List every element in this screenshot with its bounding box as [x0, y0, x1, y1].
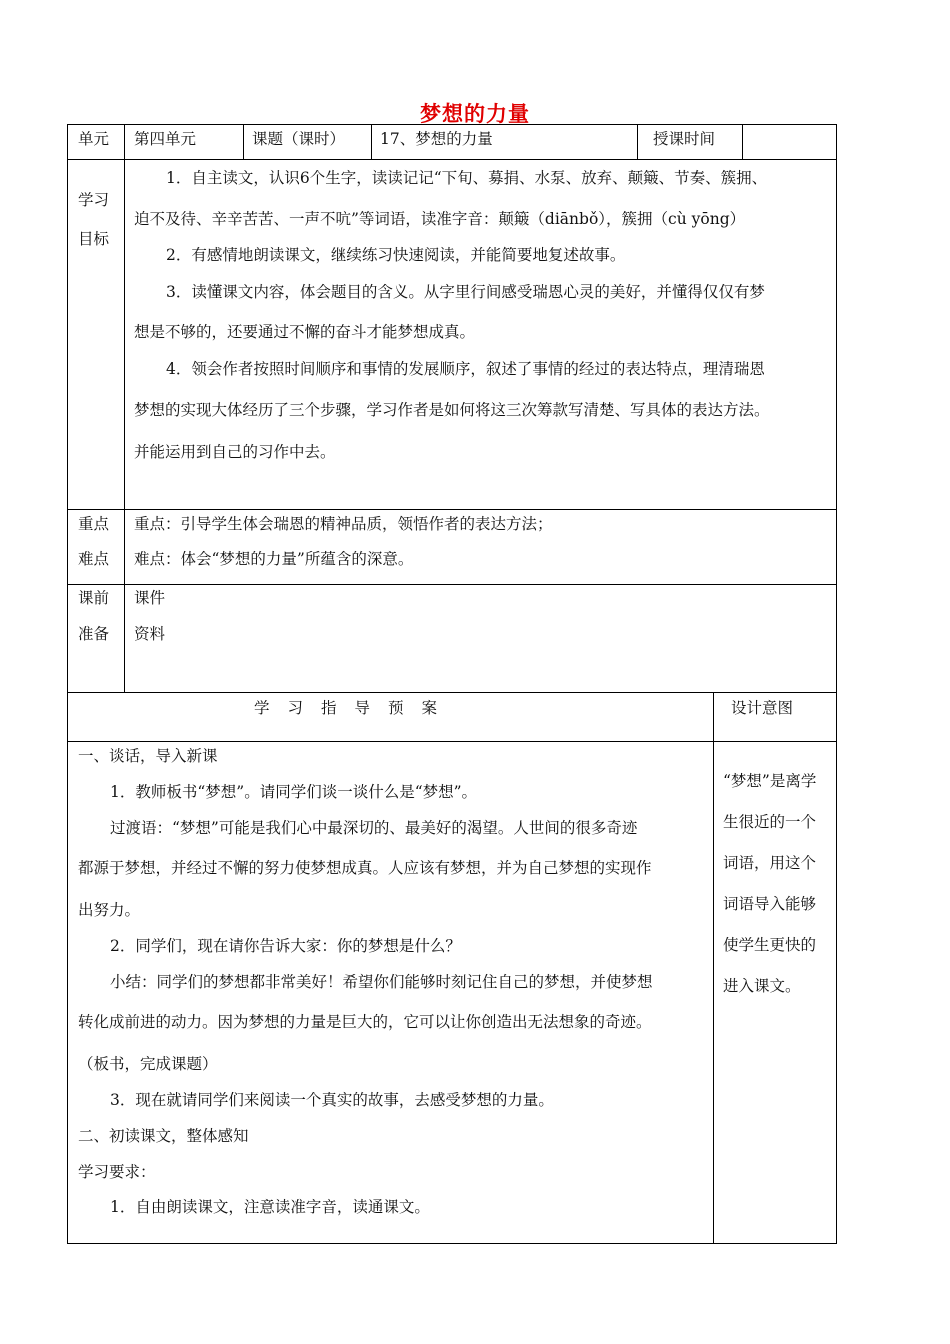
guide-line: 转化成前进的动力。因为梦想的力量是巨大的，它可以让你创造出无法想象的奇迹。 [78, 1013, 652, 1031]
design-intent-heading: 设计意图 [731, 699, 794, 717]
row-divider [67, 509, 837, 510]
column-divider [371, 124, 372, 159]
unit-label: 单元 [78, 130, 110, 148]
guide-heading: 学习指导预案 [254, 699, 456, 717]
guide-line: 1．自由朗读课文，注意读准字音，读通课文。 [110, 1198, 430, 1216]
guide-line: 3．现在就请同学们来阅读一个真实的故事，去感受梦想的力量。 [110, 1091, 554, 1109]
column-divider [742, 124, 743, 159]
guide-line: 都源于梦想，并经过不懈的努力使梦想成真。人应该有梦想，并为自己梦想的实现作 [78, 859, 652, 877]
key-point-line: 难点：体会“梦想的力量”所蕴含的深意。 [134, 550, 414, 568]
teaching-time-label: 授课时间 [653, 130, 716, 148]
design-intent-note: “梦想”是离学生很近的一个词语，用这个词语导入能够使学生更快的进入课文。 [723, 772, 817, 995]
guide-line: 二、初读课文，整体感知 [78, 1127, 249, 1145]
guide-line: 1．教师板书“梦想”。请同学们谈一谈什么是“梦想”。 [110, 783, 478, 801]
objective-line: 迫不及待、辛辛苦苦、一声不吭”等词语，读准字音：颠簸（diānbǒ），簇拥（cù yōng） [134, 210, 746, 228]
guide-line: 小结：同学们的梦想都非常美好！希望你们能够时刻记住自己的梦想，并使梦想 [110, 973, 653, 991]
objective-line: 并能运用到自己的习作中去。 [134, 443, 336, 461]
objectives-label: 学习 [78, 191, 110, 209]
preparation-item: 课件 [134, 589, 166, 607]
column-divider [243, 124, 244, 159]
preparation-item: 资料 [134, 625, 166, 643]
row-divider [67, 159, 837, 160]
topic-label: 课题（课时） [252, 130, 346, 148]
guide-line: 出努力。 [78, 901, 141, 919]
objective-line: 梦想的实现大体经历了三个步骤，学习作者是如何将这三次筹款写清楚、写具体的表达方法。 [134, 401, 770, 419]
column-divider [713, 692, 714, 1244]
objective-line: 2．有感情地朗读课文，继续练习快速阅读，并能简要地复述故事。 [166, 246, 626, 264]
guide-line: 学习要求： [78, 1163, 156, 1181]
objective-line: 3．读懂课文内容，体会题目的含义。从字里行间感受瑞恩心灵的美好，并懂得仅仅有梦 [166, 283, 765, 301]
unit-value: 第四单元 [134, 130, 197, 148]
key-points-label: 难点 [78, 550, 110, 568]
key-point-line: 重点：引导学生体会瑞恩的精神品质，领悟作者的表达方法； [134, 515, 553, 533]
guide-line: 过渡语：“梦想”可能是我们心中最深切的、最美好的渴望。人世间的很多奇迹 [110, 819, 638, 837]
guide-line: （板书，完成课题） [78, 1055, 218, 1073]
key-points-label: 重点 [78, 515, 110, 533]
row-divider [67, 584, 837, 585]
page-title: 梦想的力量 [420, 102, 530, 126]
column-divider [637, 124, 638, 159]
objective-line: 4．领会作者按照时间顺序和事情的发展顺序，叙述了事情的经过的表达特点，理清瑞恩 [166, 360, 765, 378]
column-divider [124, 124, 125, 692]
row-divider [67, 692, 837, 693]
guide-line: 2．同学们，现在请你告诉大家：你的梦想是什么？ [110, 937, 461, 955]
objective-line: 想是不够的，还要通过不懈的奋斗才能梦想成真。 [134, 323, 476, 341]
row-divider [67, 741, 837, 742]
preparation-label: 课前 [78, 589, 110, 607]
objectives-label: 目标 [78, 230, 110, 248]
preparation-label: 准备 [78, 625, 110, 643]
guide-line: 一、谈话，导入新课 [78, 747, 218, 765]
objective-line: 1．自主读文，认识6个生字，读读记记“下旬、募捐、水泵、放弃、颠簸、节奏、簇拥、 [166, 169, 768, 187]
topic-value: 17、梦想的力量 [380, 130, 493, 148]
